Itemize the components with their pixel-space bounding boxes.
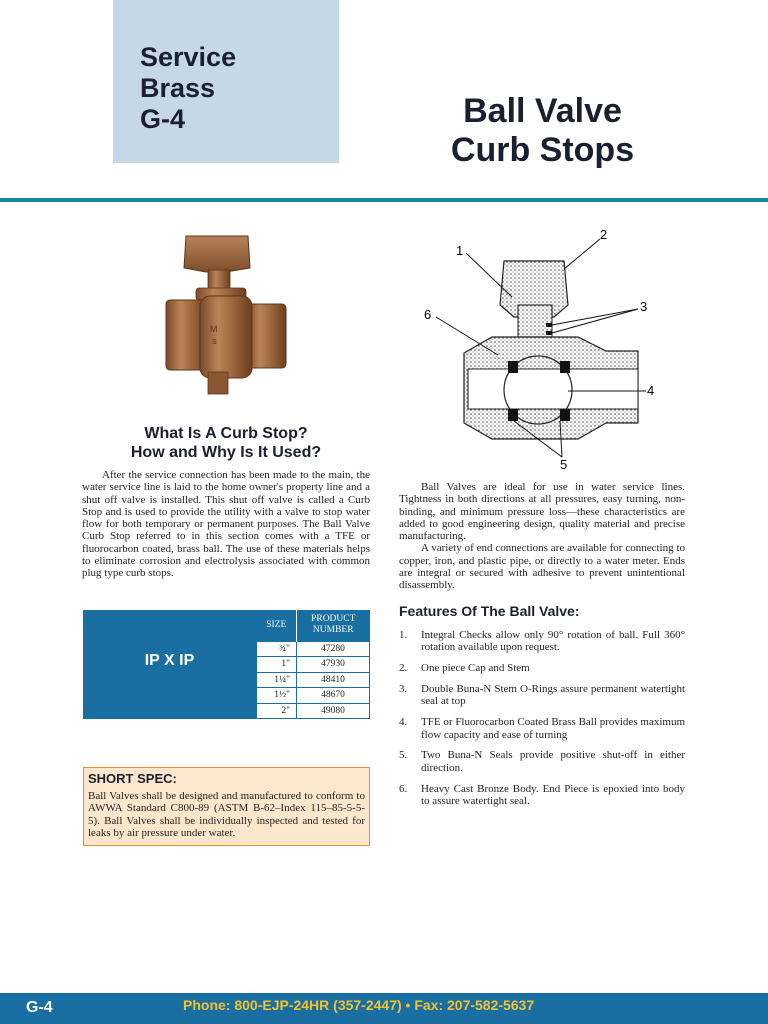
list-item [399,683,685,708]
callout-label: 5 [560,457,568,472]
footer-page-id: G-4 [26,999,53,1016]
callout-label: 3 [640,299,648,314]
feature-text: Integral Checks allow only 90° rotation of ball. Full 360° rotation available upon request. [421,629,685,654]
table-row [257,657,370,673]
curb-stop-photo [160,232,295,397]
short-spec-title: SHORT SPEC: [88,771,177,786]
feature-number: 6. [399,782,408,795]
list-item [399,662,685,674]
size-cell: ¾" [257,641,297,657]
size-product-table [256,610,370,719]
curb-stop-heading-line: What Is A Curb Stop? [144,425,308,442]
intro-paragraph: A variety of end connections are available for connecting to copper, iron, and plastic pipe, or directly to a water meter. Ends are integral or secured with adhesive to prevent unintentional disassembly. [399,542,685,592]
feature-text: TFE or Fluorocarbon Coated Brass Ball provides maximum flow capacity and ease of turning [421,716,685,741]
ball-valve-intro [399,481,685,592]
product-number-cell: 47930 [297,657,370,673]
size-cell: 1¼" [257,672,297,688]
feature-number: 2. [399,662,408,675]
section-title-line: Brass [140,73,216,103]
product-number-cell: 48410 [297,672,370,688]
connection-type-label: IP X IP [144,652,195,669]
feature-number: 5. [399,749,408,762]
intro-paragraph: Ball Valves are ideal for use in water service lines. Tightness in both directions at all pressures, easy turning, non-binding, and minimum pressure loss—these characteristics are added to good engineering design, quality material and precise manufacturing. [399,481,685,543]
section-title-line: Service [140,42,237,72]
valve-cutaway-diagram [418,225,668,473]
feature-number: 4. [399,716,408,729]
callout-label: 1 [456,243,464,258]
section-title-line: G-4 [140,104,186,134]
list-item [399,783,685,808]
features-list [399,629,685,816]
size-header: SIZE [257,610,297,641]
feature-number: 1. [399,629,408,641]
table-row [257,641,370,657]
size-cell: 2" [257,703,297,719]
section-title [140,42,236,135]
svg-text:S: S [212,339,217,346]
callout-label: 2 [600,227,608,242]
size-cell: 1½" [257,688,297,704]
callout-label: 4 [647,383,655,398]
list-item [399,716,685,741]
table-row [257,703,370,719]
list-item [399,749,685,774]
feature-text: One piece Cap and Stem [421,662,530,675]
header-divider [0,198,768,202]
curb-stop-description: After the service connection has been made to the main, the water service line is laid to the home owner's property line and a shut off valve is installed. This shut off valve is called a Curb Stop and is used to provide the utility with a valve to stop water flow for both temporary or permanent purposes. The Ball Valve Curb Stop referred to in this section comes with a TFE or fluorocarbon coated, brass ball. The use of these materials helps to eliminate corrosion and electrolysis associated with common plug type curb stops. [82,469,370,580]
page-title [415,92,670,170]
footer-bar [0,993,768,1024]
feature-text: Two Buna-N Seals provide positive shut-off in either direction. [421,749,685,774]
product-number-cell: 49080 [297,703,370,719]
page-title-line: Ball Valve [463,92,622,130]
feature-text: Heavy Cast Bronze Body. End Piece is epoxied into body to assure watertight seal. [421,782,685,808]
product-number-cell: 48670 [297,688,370,704]
features-heading: Features Of The Ball Valve: [399,603,580,619]
product-number-header: PRODUCT NUMBER [311,614,356,636]
curb-stop-heading [82,424,370,462]
list-item [399,629,685,654]
table-row [257,672,370,688]
size-cell: 1" [257,657,297,673]
feature-text: Double Buna-N Stem O-Rings assure permanent watertight seal at top [421,683,685,708]
callout-label: 6 [424,307,432,322]
short-spec-text: Ball Valves shall be designed and manufactured to conform to AWWA Standard C800-89 (ASTM B-62–Index 115–85-5-5-5). Ball Valves shall be individually inspected and tested for leaks by air pressure under water. [88,790,365,839]
svg-text:M: M [210,324,218,334]
page-title-line: Curb Stops [450,131,635,169]
footer-contact: Phone: 800-EJP-24HR (357-2447) • Fax: 207-582-5637 [183,997,535,1013]
product-number-cell: 47280 [297,641,370,657]
short-spec-box [83,767,370,846]
curb-stop-heading-line: How and Why Is It Used? [130,444,322,461]
product-table [83,610,370,719]
table-row [257,688,370,704]
feature-number: 3. [399,683,408,695]
